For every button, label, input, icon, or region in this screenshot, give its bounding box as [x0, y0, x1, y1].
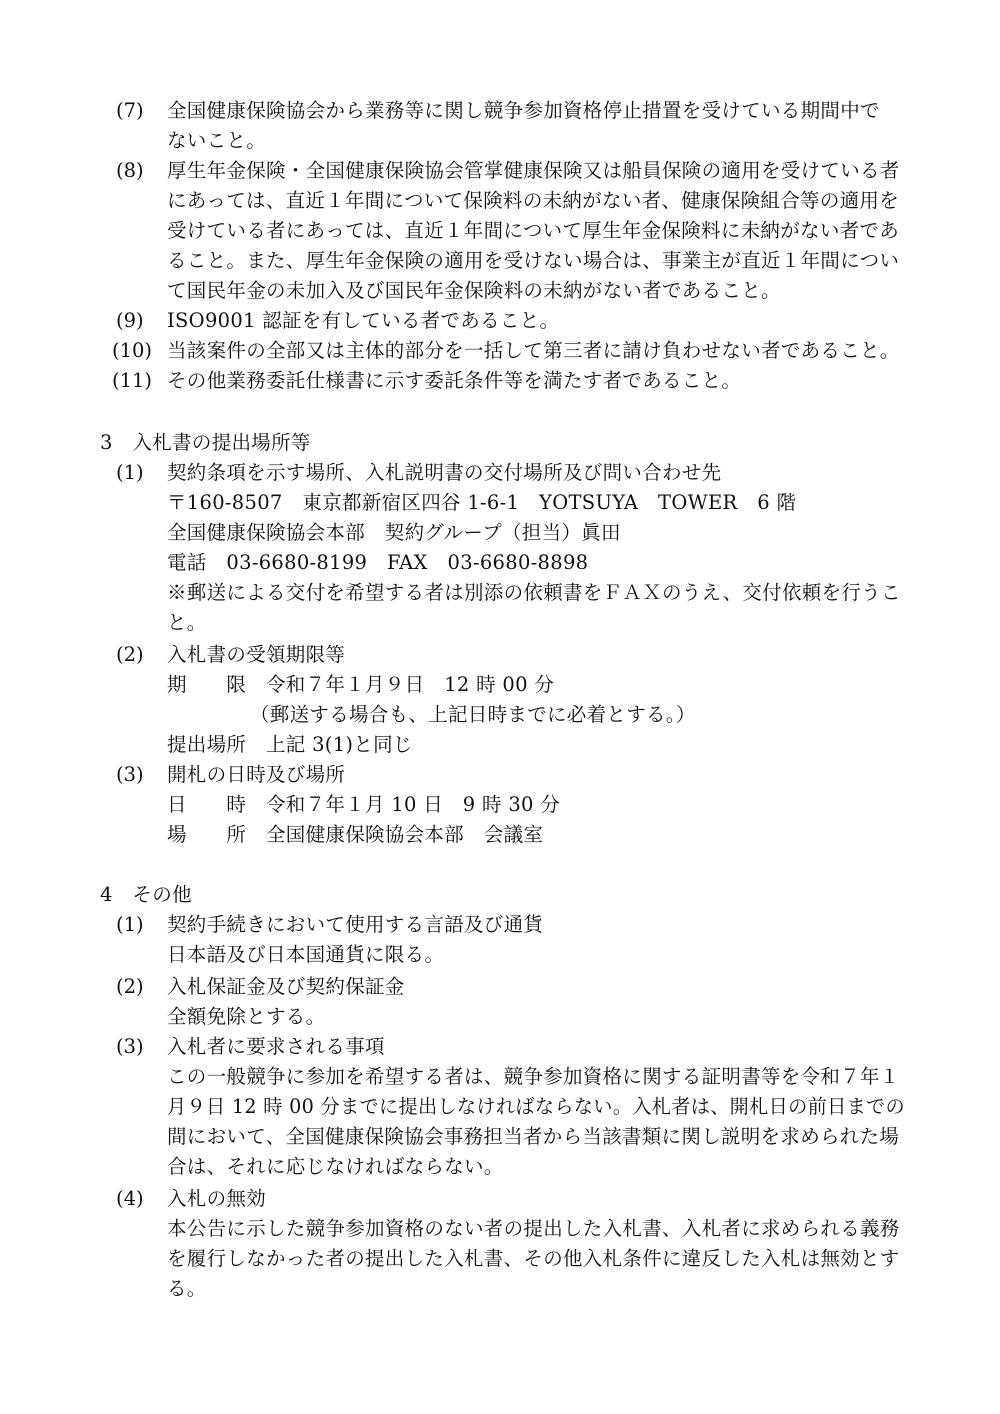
text-line: 入札の無効 [167, 1187, 267, 1210]
text-line: 〒160-8507 東京都新宿区四谷 1-6-1 YOTSUYA TOWER 6 階 [167, 491, 797, 514]
text-line: その他業務委託仕様書に示す委託条件等を満たす者であること。 [167, 369, 742, 392]
text-line: 全国健康保険協会から業務等に関し競争参加資格停止措置を受けている期間中で [167, 99, 880, 122]
text-line: 入札書の受領期限等 [167, 643, 346, 666]
text-line: 本公告に示した競争参加資格のない者の提出した入札書、入札者に求められる義務 [167, 1217, 900, 1240]
item-number: (8) [116, 159, 144, 182]
item-number: (1) [116, 461, 144, 484]
item-number: (2) [116, 643, 144, 666]
text-line: 当該案件の全部又は主体的部分を一括して第三者に請け負わせない者であること。 [167, 339, 900, 362]
text-line: 全国健康保険協会本部 契約グループ（担当）眞田 [167, 521, 621, 544]
item-number: (11) [112, 369, 153, 392]
item-number: (2) [116, 975, 144, 998]
text-line: 合は、それに応じなければならない。 [167, 1155, 504, 1178]
text-line: ること。また、厚生年金保険の適用を受けない場合は、事業主が直近１年間につい [167, 249, 900, 272]
text-line: 期 限 令和７年１月９日 12 時 00 分 [167, 673, 555, 696]
text-line: ISO9001 認証を有している者であること。 [167, 309, 560, 332]
text-line: 契約手続きにおいて使用する言語及び通貨 [167, 913, 544, 936]
text-line: 日本語及び日本国通貨に限る。 [167, 943, 445, 966]
text-line: 日 時 令和７年１月 10 日 9 時 30 分 [167, 793, 561, 816]
text-line: と。 [167, 611, 207, 634]
item-number: (4) [116, 1187, 144, 1210]
text-line: 厚生年金保険・全国健康保険協会管掌健康保険又は船員保険の適用を受けている者 [167, 159, 900, 182]
item-number: (1) [116, 913, 144, 936]
item-number: (9) [116, 309, 144, 332]
text-line: 入札者に要求される事項 [167, 1035, 385, 1058]
text-line: 受けている者にあっては、直近１年間について厚生年金保険料に未納がない者であ [167, 219, 900, 242]
text-line: る。 [167, 1277, 207, 1300]
item-number: (10) [112, 339, 153, 362]
text-line: 月９日 12 時 00 分までに提出しなければならない。入札者は、開札日の前日までの [167, 1095, 906, 1118]
text-line: 間において、全国健康保険協会事務担当者から当該書類に関し説明を求められた場 [167, 1125, 900, 1148]
item-number: (3) [116, 763, 144, 786]
text-line: 開札の日時及び場所 [167, 763, 346, 786]
text-line: 提出場所 上記 3(1)と同じ [167, 733, 413, 756]
item-number: (7) [116, 99, 144, 122]
text-line: この一般競争に参加を希望する者は、競争参加資格に関する証明書等を令和７年１ [167, 1065, 900, 1088]
text-line: て国民年金の未加入及び国民年金保険料の未納がない者であること。 [167, 279, 781, 302]
text-line: 契約条項を示す場所、入札説明書の交付場所及び問い合わせ先 [167, 461, 722, 484]
section-heading: 3 入札書の提出場所等 [100, 431, 311, 454]
text-line: 入札保証金及び契約保証金 [167, 975, 405, 998]
text-line: 場 所 全国健康保険協会本部 会議室 [167, 823, 544, 846]
text-line: 電話 03-6680-8199 FAX 03-6680-8898 [167, 551, 589, 574]
text-line: ※郵送による交付を希望する者は別添の依頼書をＦＡＸのうえ、交付依頼を行うこ [167, 581, 901, 604]
text-line: ないこと。 [167, 129, 267, 152]
text-line: （郵送する場合も、上記日時までに必着とする。） [250, 703, 696, 726]
text-line: 全額免除とする。 [167, 1005, 326, 1028]
text-line: を履行しなかった者の提出した入札書、その他入札条件に違反した入札は無効とす [167, 1247, 900, 1270]
text-line: にあっては、直近１年間について保険料の未納がない者、健康保険組合等の適用を [167, 189, 900, 212]
section-heading: 4 その他 [100, 883, 192, 906]
item-number: (3) [116, 1035, 144, 1058]
